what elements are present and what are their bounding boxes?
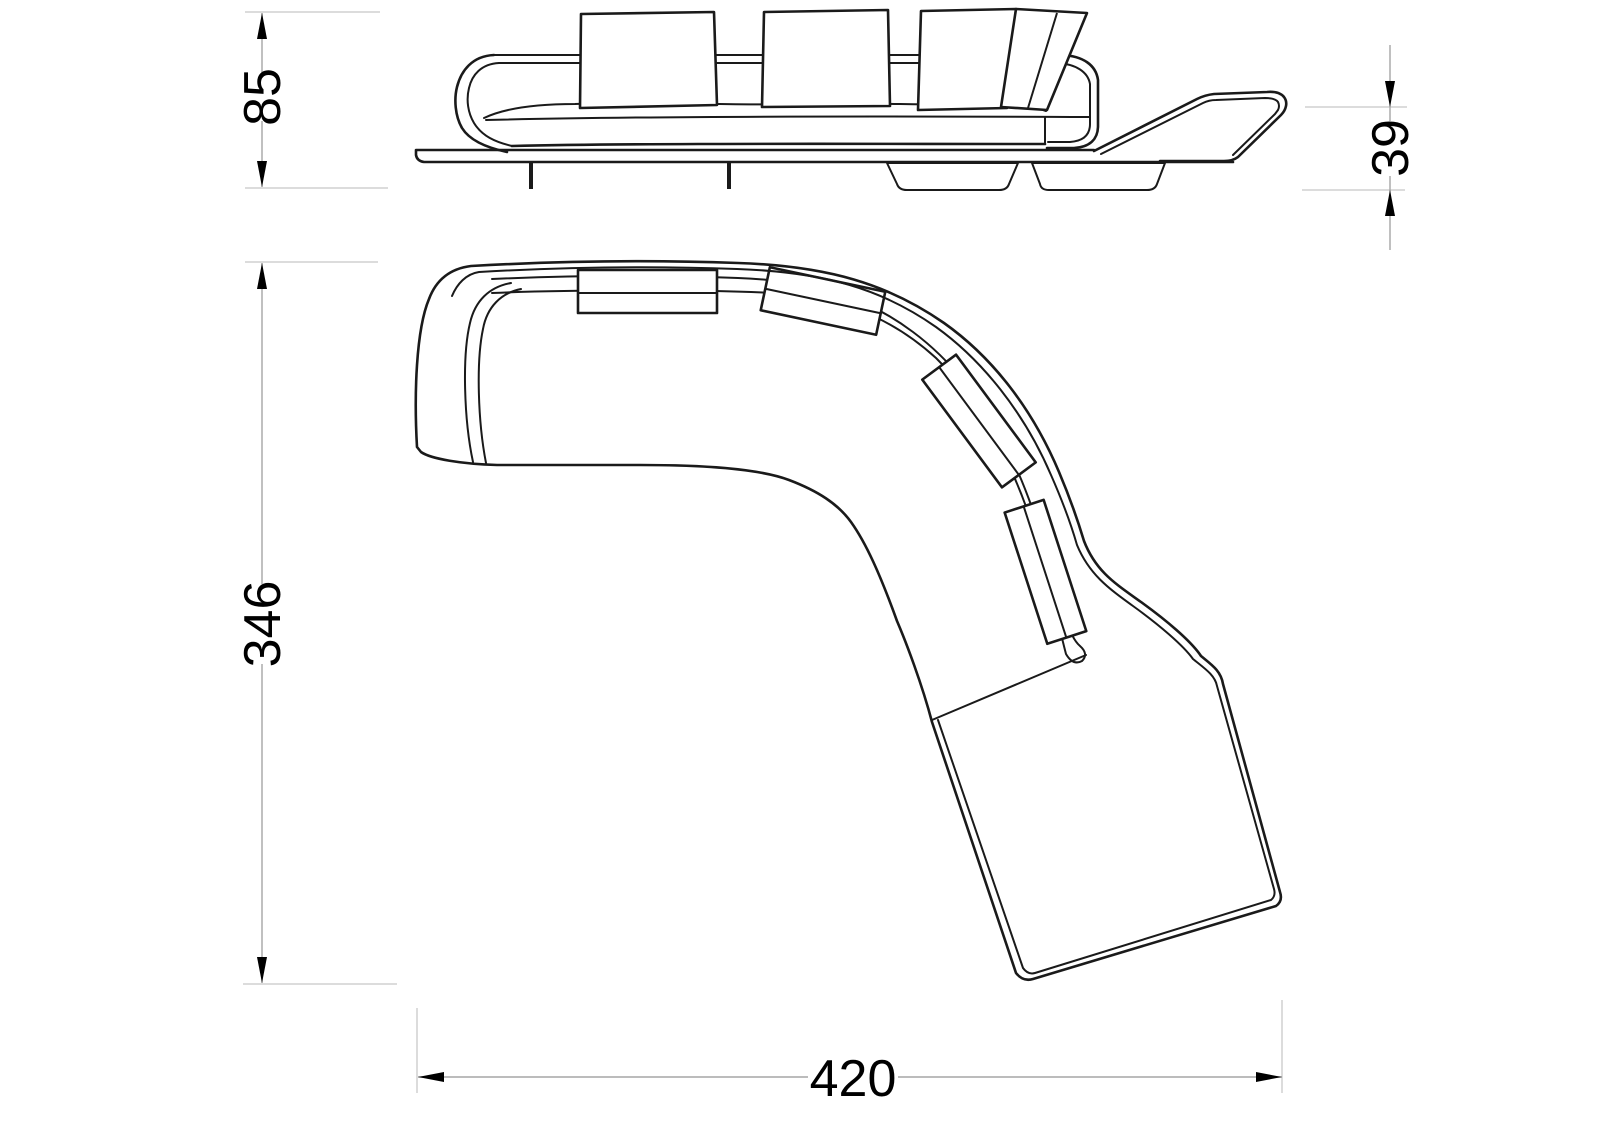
plan-headrest-1 bbox=[578, 270, 717, 313]
dimension-label-plan-depth: 346 bbox=[234, 580, 292, 668]
foot-left bbox=[887, 163, 1018, 190]
dimension-plan-depth bbox=[234, 262, 397, 984]
arrowhead-down bbox=[1385, 81, 1395, 107]
plan-arm-inner-1 bbox=[465, 283, 511, 462]
dimension-label-side-height: 85 bbox=[234, 68, 292, 126]
tray-panel-inner bbox=[1101, 98, 1279, 155]
foot-right bbox=[1032, 163, 1165, 190]
side-elevation-view bbox=[416, 9, 1286, 190]
arrowhead-down bbox=[257, 161, 267, 187]
dimension-tray-height bbox=[1302, 45, 1420, 250]
tray-panel-outer bbox=[1094, 92, 1286, 161]
dimension-side-height bbox=[234, 12, 388, 188]
arrowhead-up bbox=[1385, 190, 1395, 216]
dimension-plan-width bbox=[417, 1000, 1282, 1108]
plan-tray-seam bbox=[932, 655, 1086, 720]
plan-platform-edge-offset bbox=[452, 267, 1275, 973]
dimension-label-tray-height: 39 bbox=[1362, 119, 1420, 177]
arrowhead-right bbox=[1256, 1072, 1282, 1082]
seat-front-line bbox=[486, 116, 1090, 120]
back-cushion-2 bbox=[762, 10, 890, 107]
plan-headrest-4 bbox=[1005, 500, 1087, 644]
armrest-inner bbox=[468, 63, 512, 146]
back-cushion-1 bbox=[580, 12, 717, 108]
body-bottom-line bbox=[512, 144, 1045, 146]
dimension-label-plan-width: 420 bbox=[809, 1050, 897, 1108]
back-cushion-3 bbox=[918, 9, 1016, 110]
plan-arm-inner-2 bbox=[479, 289, 521, 463]
plan-headrest-2 bbox=[761, 267, 886, 335]
platform-base bbox=[416, 150, 1233, 162]
arrowhead-up bbox=[257, 263, 267, 289]
arrowhead-down bbox=[257, 957, 267, 983]
corner-back-cushion bbox=[1001, 9, 1087, 110]
arrowhead-left bbox=[418, 1072, 444, 1082]
arrowhead-up bbox=[257, 13, 267, 39]
plan-view bbox=[416, 261, 1281, 979]
plan-headrest-3 bbox=[922, 355, 1035, 488]
